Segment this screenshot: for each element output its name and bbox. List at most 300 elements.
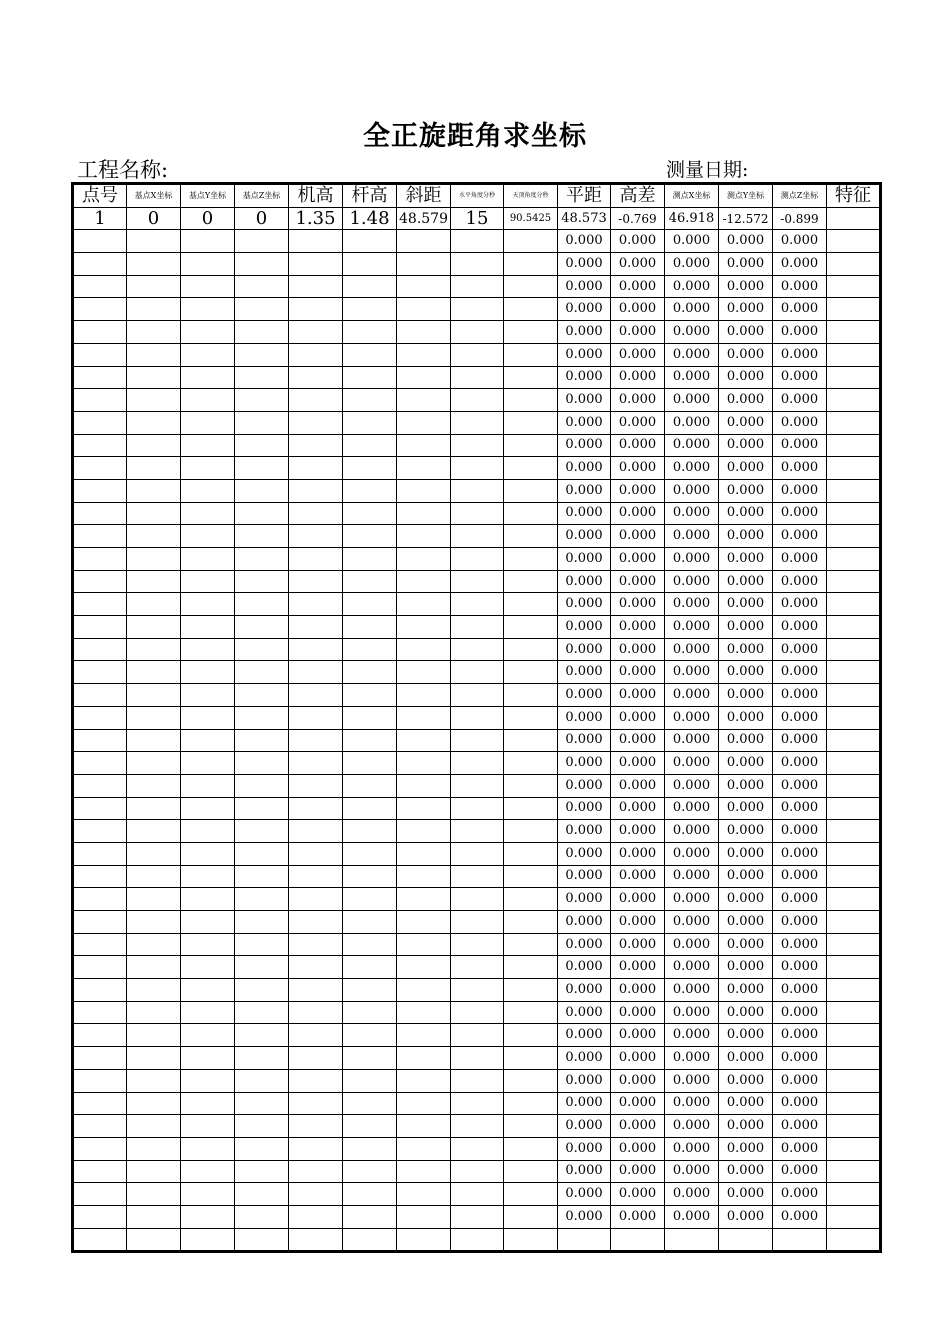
- empty-cell: [289, 389, 343, 412]
- computed-value-cell: 0.000: [665, 638, 719, 661]
- empty-cell: [504, 616, 558, 639]
- empty-cell: [397, 684, 451, 707]
- header-base-x: 基点X坐标: [127, 184, 181, 208]
- computed-value-cell: 0.000: [611, 729, 665, 752]
- computed-value-cell: 0.000: [773, 570, 827, 593]
- empty-cell: [504, 1047, 558, 1070]
- table-row: [73, 434, 881, 457]
- table-row: [73, 1160, 881, 1183]
- cell-horizontal-distance: 48.573: [558, 207, 611, 230]
- header-base-y: 基点Y坐标: [181, 184, 235, 208]
- computed-value-cell: 0.000: [611, 321, 665, 344]
- computed-value-cell: 0.000: [611, 1024, 665, 1047]
- empty-cell: [289, 820, 343, 843]
- table-row: [73, 253, 881, 276]
- empty-cell: [127, 1047, 181, 1070]
- empty-cell: [397, 593, 451, 616]
- empty-cell: [827, 366, 881, 389]
- empty-cell: [827, 570, 881, 593]
- empty-cell: [181, 1001, 235, 1024]
- computed-value-cell: 0.000: [773, 389, 827, 412]
- empty-cell: [504, 1137, 558, 1160]
- computed-value-cell: 0.000: [611, 1205, 665, 1228]
- empty-cell: [343, 706, 397, 729]
- computed-value-cell: 0.000: [773, 1001, 827, 1024]
- empty-cell: [773, 1228, 827, 1252]
- empty-cell: [235, 956, 289, 979]
- table-row: [73, 752, 881, 775]
- computed-value-cell: 0.000: [719, 1160, 773, 1183]
- computed-value-cell: 0.000: [611, 457, 665, 480]
- empty-cell: [451, 638, 504, 661]
- empty-cell: [827, 434, 881, 457]
- empty-cell: [235, 865, 289, 888]
- empty-cell: [289, 525, 343, 548]
- empty-cell: [73, 1092, 127, 1115]
- empty-cell: [235, 979, 289, 1002]
- computed-value-cell: 0.000: [773, 820, 827, 843]
- computed-value-cell: 0.000: [773, 706, 827, 729]
- empty-cell: [827, 684, 881, 707]
- computed-value-cell: 0.000: [665, 684, 719, 707]
- empty-cell: [451, 706, 504, 729]
- empty-cell: [181, 321, 235, 344]
- empty-cell: [451, 1137, 504, 1160]
- computed-value-cell: 0.000: [558, 411, 611, 434]
- table-row: [73, 729, 881, 752]
- computed-value-cell: 0.000: [719, 570, 773, 593]
- empty-cell: [73, 411, 127, 434]
- header-point-x: 测点X坐标: [665, 184, 719, 208]
- empty-cell: [73, 434, 127, 457]
- computed-value-cell: 0.000: [558, 1069, 611, 1092]
- empty-cell: [397, 343, 451, 366]
- empty-cell: [827, 706, 881, 729]
- empty-cell: [397, 548, 451, 571]
- computed-value-cell: 0.000: [558, 570, 611, 593]
- table-row: [73, 1024, 881, 1047]
- empty-cell: [397, 366, 451, 389]
- computed-value-cell: 0.000: [719, 1024, 773, 1047]
- table-row: [73, 684, 881, 707]
- empty-cell: [181, 1183, 235, 1206]
- table-row: [73, 502, 881, 525]
- computed-value-cell: 0.000: [611, 1115, 665, 1138]
- computed-value-cell: 0.000: [558, 525, 611, 548]
- empty-cell: [73, 1137, 127, 1160]
- empty-cell: [504, 548, 558, 571]
- table-row: [73, 230, 881, 253]
- empty-cell: [451, 956, 504, 979]
- empty-cell: [343, 230, 397, 253]
- empty-cell: [827, 1092, 881, 1115]
- empty-cell: [73, 570, 127, 593]
- empty-cell: [127, 411, 181, 434]
- empty-cell: [451, 457, 504, 480]
- header-row: [73, 184, 881, 208]
- empty-cell: [827, 411, 881, 434]
- empty-cell: [343, 956, 397, 979]
- computed-value-cell: 0.000: [665, 1205, 719, 1228]
- computed-value-cell: 0.000: [665, 253, 719, 276]
- empty-cell: [235, 774, 289, 797]
- empty-cell: [181, 661, 235, 684]
- computed-value-cell: 0.000: [773, 593, 827, 616]
- empty-cell: [397, 457, 451, 480]
- empty-cell: [504, 865, 558, 888]
- empty-cell: [235, 1205, 289, 1228]
- empty-cell: [343, 548, 397, 571]
- empty-cell: [289, 1001, 343, 1024]
- empty-cell: [343, 1228, 397, 1252]
- empty-cell: [73, 911, 127, 934]
- computed-value-cell: 0.000: [611, 661, 665, 684]
- empty-cell: [397, 888, 451, 911]
- empty-cell: [343, 1092, 397, 1115]
- empty-cell: [127, 1160, 181, 1183]
- empty-cell: [73, 797, 127, 820]
- computed-value-cell: 0.000: [558, 888, 611, 911]
- empty-cell: [397, 820, 451, 843]
- empty-cell: [181, 366, 235, 389]
- computed-value-cell: 0.000: [558, 366, 611, 389]
- empty-cell: [127, 1115, 181, 1138]
- computed-value-cell: 0.000: [773, 979, 827, 1002]
- empty-cell: [289, 956, 343, 979]
- empty-cell: [343, 479, 397, 502]
- empty-cell: [73, 1160, 127, 1183]
- empty-cell: [181, 1228, 235, 1252]
- empty-cell: [451, 570, 504, 593]
- empty-cell: [73, 1205, 127, 1228]
- empty-cell: [235, 253, 289, 276]
- empty-cell: [181, 411, 235, 434]
- empty-cell: [504, 593, 558, 616]
- empty-cell: [827, 457, 881, 480]
- empty-cell: [451, 389, 504, 412]
- computed-value-cell: 0.000: [611, 570, 665, 593]
- computed-value-cell: 0.000: [719, 1092, 773, 1115]
- empty-cell: [127, 1137, 181, 1160]
- empty-cell: [827, 1001, 881, 1024]
- cell-slope-distance: 48.579: [397, 207, 451, 230]
- empty-cell: [504, 343, 558, 366]
- empty-cell: [504, 570, 558, 593]
- empty-cell: [343, 1047, 397, 1070]
- coordinate-table: [71, 182, 882, 1253]
- empty-cell: [181, 888, 235, 911]
- empty-cell: [73, 865, 127, 888]
- table-row: [73, 275, 881, 298]
- empty-cell: [289, 230, 343, 253]
- computed-value-cell: 0.000: [773, 684, 827, 707]
- computed-value-cell: 0.000: [719, 706, 773, 729]
- empty-cell: [127, 1001, 181, 1024]
- empty-cell: [127, 729, 181, 752]
- empty-cell: [127, 888, 181, 911]
- header-point-z: 测点Z坐标: [773, 184, 827, 208]
- empty-cell: [289, 752, 343, 775]
- computed-value-cell: 0.000: [611, 389, 665, 412]
- empty-cell: [827, 729, 881, 752]
- empty-cell: [289, 343, 343, 366]
- empty-cell: [397, 979, 451, 1002]
- computed-value-cell: 0.000: [773, 729, 827, 752]
- header-point-y: 测点Y坐标: [719, 184, 773, 208]
- empty-cell: [289, 1024, 343, 1047]
- computed-value-cell: 0.000: [558, 1024, 611, 1047]
- empty-cell: [451, 1228, 504, 1252]
- empty-cell: [504, 797, 558, 820]
- computed-value-cell: 0.000: [719, 1047, 773, 1070]
- table-row: [73, 411, 881, 434]
- computed-value-cell: 0.000: [665, 593, 719, 616]
- empty-cell: [127, 1183, 181, 1206]
- table-row: [73, 389, 881, 412]
- empty-cell: [73, 684, 127, 707]
- empty-cell: [827, 593, 881, 616]
- empty-cell: [235, 570, 289, 593]
- computed-value-cell: 0.000: [558, 706, 611, 729]
- empty-cell: [504, 706, 558, 729]
- empty-cell: [181, 684, 235, 707]
- computed-value-cell: 0.000: [611, 1069, 665, 1092]
- empty-cell: [289, 502, 343, 525]
- empty-cell: [235, 548, 289, 571]
- empty-cell: [827, 525, 881, 548]
- table-row: [73, 1001, 881, 1024]
- computed-value-cell: 0.000: [719, 253, 773, 276]
- computed-value-cell: 0.000: [558, 752, 611, 775]
- computed-value-cell: 0.000: [665, 661, 719, 684]
- empty-cell: [504, 479, 558, 502]
- computed-value-cell: 0.000: [773, 956, 827, 979]
- empty-cell: [289, 1228, 343, 1252]
- empty-cell: [343, 1137, 397, 1160]
- empty-cell: [397, 230, 451, 253]
- empty-cell: [73, 1115, 127, 1138]
- empty-cell: [397, 479, 451, 502]
- empty-cell: [343, 842, 397, 865]
- computed-value-cell: 0.000: [719, 275, 773, 298]
- empty-cell: [451, 321, 504, 344]
- empty-cell: [289, 1092, 343, 1115]
- empty-cell: [181, 275, 235, 298]
- computed-value-cell: 0.000: [719, 888, 773, 911]
- empty-cell: [343, 797, 397, 820]
- empty-cell: [451, 797, 504, 820]
- empty-cell: [289, 933, 343, 956]
- cell-zenith-angle: 90.5425: [504, 207, 558, 230]
- empty-cell: [827, 1183, 881, 1206]
- computed-value-cell: 0.000: [665, 979, 719, 1002]
- computed-value-cell: 0.000: [719, 502, 773, 525]
- empty-cell: [504, 321, 558, 344]
- computed-value-cell: 0.000: [665, 411, 719, 434]
- empty-cell: [827, 661, 881, 684]
- cell-base-z: 0: [235, 207, 289, 230]
- empty-cell: [397, 502, 451, 525]
- empty-cell: [451, 1092, 504, 1115]
- empty-cell: [73, 1183, 127, 1206]
- empty-cell: [127, 593, 181, 616]
- empty-cell: [235, 389, 289, 412]
- empty-cell: [397, 434, 451, 457]
- computed-value-cell: 0.000: [719, 366, 773, 389]
- computed-value-cell: 0.000: [773, 842, 827, 865]
- computed-value-cell: 0.000: [773, 548, 827, 571]
- empty-cell: [235, 502, 289, 525]
- empty-cell: [343, 1160, 397, 1183]
- empty-cell: [73, 888, 127, 911]
- computed-value-cell: 0.000: [558, 479, 611, 502]
- empty-cell: [397, 1137, 451, 1160]
- empty-cell: [451, 1115, 504, 1138]
- empty-cell: [289, 321, 343, 344]
- computed-value-cell: 0.000: [558, 457, 611, 480]
- computed-value-cell: 0.000: [611, 366, 665, 389]
- cell-horizontal-angle: 15: [451, 207, 504, 230]
- computed-value-cell: 0.000: [611, 253, 665, 276]
- empty-cell: [127, 638, 181, 661]
- empty-cell: [451, 253, 504, 276]
- empty-cell: [73, 502, 127, 525]
- empty-cell: [289, 1205, 343, 1228]
- empty-cell: [73, 593, 127, 616]
- computed-value-cell: 0.000: [558, 638, 611, 661]
- empty-cell: [343, 729, 397, 752]
- table-row: [73, 593, 881, 616]
- empty-cell: [504, 1069, 558, 1092]
- empty-cell: [181, 389, 235, 412]
- empty-cell: [181, 230, 235, 253]
- empty-cell: [827, 1115, 881, 1138]
- empty-cell: [343, 616, 397, 639]
- project-name-label: 工程名称:: [77, 158, 169, 182]
- computed-value-cell: 0.000: [665, 457, 719, 480]
- empty-cell: [289, 774, 343, 797]
- empty-cell: [827, 1205, 881, 1228]
- empty-cell: [451, 842, 504, 865]
- empty-cell: [397, 865, 451, 888]
- empty-cell: [181, 979, 235, 1002]
- empty-cell: [127, 230, 181, 253]
- computed-value-cell: 0.000: [665, 230, 719, 253]
- empty-cell: [235, 888, 289, 911]
- empty-cell: [397, 706, 451, 729]
- computed-value-cell: 0.000: [558, 933, 611, 956]
- empty-cell: [397, 389, 451, 412]
- computed-value-cell: 0.000: [665, 797, 719, 820]
- computed-value-cell: 0.000: [558, 1001, 611, 1024]
- empty-cell: [181, 1024, 235, 1047]
- empty-cell: [504, 842, 558, 865]
- empty-cell: [504, 1092, 558, 1115]
- computed-value-cell: 0.000: [558, 548, 611, 571]
- empty-cell: [343, 457, 397, 480]
- empty-cell: [181, 616, 235, 639]
- empty-cell: [451, 752, 504, 775]
- empty-cell: [397, 253, 451, 276]
- table-row: [73, 321, 881, 344]
- computed-value-cell: 0.000: [611, 548, 665, 571]
- empty-cell: [343, 933, 397, 956]
- computed-value-cell: 0.000: [665, 842, 719, 865]
- empty-cell: [558, 1228, 611, 1252]
- empty-cell: [343, 321, 397, 344]
- cell-feature: [827, 207, 881, 230]
- table-row: [73, 979, 881, 1002]
- computed-value-cell: 0.000: [558, 820, 611, 843]
- empty-cell: [504, 389, 558, 412]
- empty-cell: [451, 661, 504, 684]
- empty-cell: [827, 638, 881, 661]
- computed-value-cell: 0.000: [611, 1047, 665, 1070]
- empty-cell: [451, 774, 504, 797]
- empty-cell: [289, 548, 343, 571]
- computed-value-cell: 0.000: [719, 911, 773, 934]
- empty-cell: [235, 616, 289, 639]
- empty-cell: [73, 253, 127, 276]
- empty-cell: [397, 1069, 451, 1092]
- empty-cell: [235, 661, 289, 684]
- empty-cell: [235, 457, 289, 480]
- computed-value-cell: 0.000: [665, 1024, 719, 1047]
- empty-cell: [451, 593, 504, 616]
- table-row: [73, 570, 881, 593]
- empty-cell: [181, 1160, 235, 1183]
- table-row: [73, 525, 881, 548]
- computed-value-cell: 0.000: [773, 321, 827, 344]
- empty-cell: [73, 525, 127, 548]
- empty-cell: [181, 1092, 235, 1115]
- empty-cell: [235, 820, 289, 843]
- computed-value-cell: 0.000: [773, 933, 827, 956]
- empty-cell: [235, 1001, 289, 1024]
- empty-cell: [397, 638, 451, 661]
- empty-cell: [181, 956, 235, 979]
- empty-cell: [343, 684, 397, 707]
- empty-cell: [451, 479, 504, 502]
- empty-cell: [827, 1047, 881, 1070]
- empty-cell: [504, 502, 558, 525]
- empty-cell: [827, 797, 881, 820]
- computed-value-cell: 0.000: [558, 774, 611, 797]
- empty-cell: [343, 366, 397, 389]
- empty-cell: [127, 865, 181, 888]
- empty-cell: [181, 1137, 235, 1160]
- empty-cell: [451, 1001, 504, 1024]
- empty-cell: [235, 1137, 289, 1160]
- empty-cell: [504, 752, 558, 775]
- table-row: [73, 207, 881, 230]
- empty-cell: [289, 638, 343, 661]
- empty-cell: [289, 888, 343, 911]
- empty-cell: [289, 1115, 343, 1138]
- computed-value-cell: 0.000: [665, 548, 719, 571]
- empty-cell: [289, 661, 343, 684]
- computed-value-cell: 0.000: [719, 616, 773, 639]
- empty-cell: [451, 525, 504, 548]
- empty-cell: [127, 1069, 181, 1092]
- empty-cell: [73, 661, 127, 684]
- empty-cell: [235, 797, 289, 820]
- empty-cell: [397, 933, 451, 956]
- header-height-difference: 高差: [611, 184, 665, 208]
- empty-cell: [397, 1024, 451, 1047]
- empty-cell: [73, 321, 127, 344]
- empty-cell: [343, 1024, 397, 1047]
